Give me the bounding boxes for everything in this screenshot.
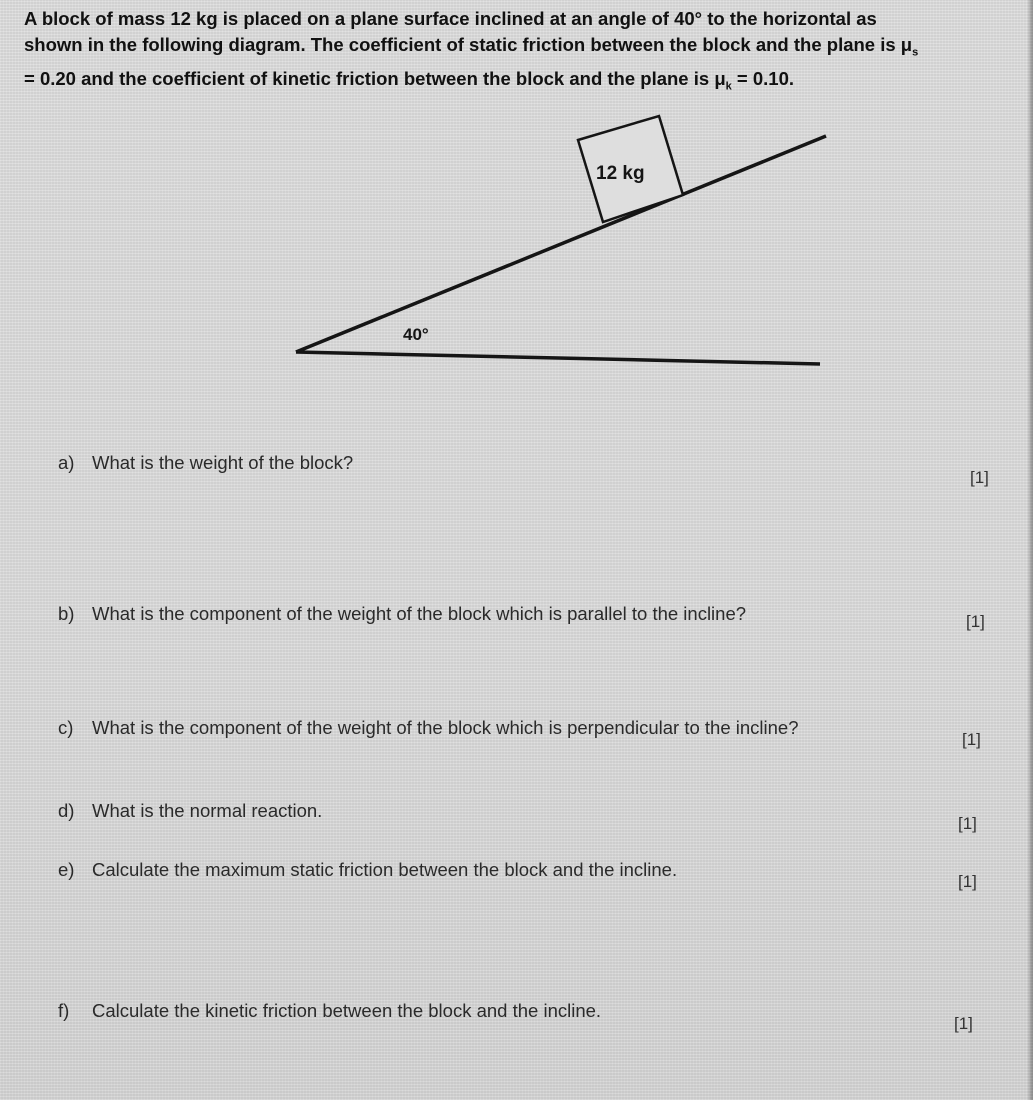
question-f-mark: [1] xyxy=(954,1014,973,1033)
question-a-mark: [1] xyxy=(970,468,989,487)
question-d xyxy=(58,800,322,822)
mu-k-letter: μ xyxy=(714,67,726,89)
question-b-mark: [1] xyxy=(966,612,985,631)
question-b-text: What is the component of the weight of the block which is parallel to the incline? xyxy=(92,603,747,624)
mu-k-value: = 0.10. xyxy=(731,67,794,89)
question-b-label: b) xyxy=(58,603,75,624)
question-f-text: Calculate the kinetic friction between the block and the incline. xyxy=(92,1000,602,1021)
incline-line xyxy=(296,136,826,352)
intro-line-3-text: and the coefficient of kinetic friction between the block and the plane is xyxy=(75,67,715,89)
question-e-mark: [1] xyxy=(958,872,977,891)
question-e xyxy=(58,859,677,881)
mu-s-letter: μ xyxy=(900,34,913,55)
page-edge-shadow xyxy=(1027,0,1033,1100)
mu-k-subscript: k xyxy=(725,80,732,93)
block-mass-label: 12 kg xyxy=(596,163,645,184)
question-f-label: f) xyxy=(58,1000,70,1021)
inclined-plane-diagram xyxy=(0,0,1033,420)
question-c-label: c) xyxy=(58,717,74,738)
horizontal-base-line xyxy=(296,352,820,364)
question-d-label: d) xyxy=(58,800,75,821)
intro-line-2-text: shown in the following diagram. The coefficient of static friction between the block and the plane is xyxy=(24,34,901,55)
question-f xyxy=(58,1000,601,1022)
question-d-text: What is the normal reaction. xyxy=(92,800,323,821)
question-a-label: a) xyxy=(58,452,75,473)
question-e-text: Calculate the maximum static friction between the block and the incline. xyxy=(92,859,678,880)
question-a-text: What is the weight of the block? xyxy=(92,452,354,473)
question-d-mark: [1] xyxy=(958,814,977,833)
angle-label: 40° xyxy=(403,325,429,344)
question-c xyxy=(58,717,799,739)
question-b xyxy=(58,603,746,625)
question-c-text: What is the component of the weight of the block which is perpendicular to the incline? xyxy=(92,717,799,738)
intro-line-1: A block of mass 12 kg is placed on a plane surface inclined at an angle of 40° to the horizontal as xyxy=(24,8,877,29)
mu-s-value: = 0.20 xyxy=(24,67,76,89)
mu-s-subscript: s xyxy=(912,46,919,59)
question-c-mark: [1] xyxy=(962,730,981,749)
question-e-label: e) xyxy=(58,859,75,880)
question-a xyxy=(58,452,353,474)
